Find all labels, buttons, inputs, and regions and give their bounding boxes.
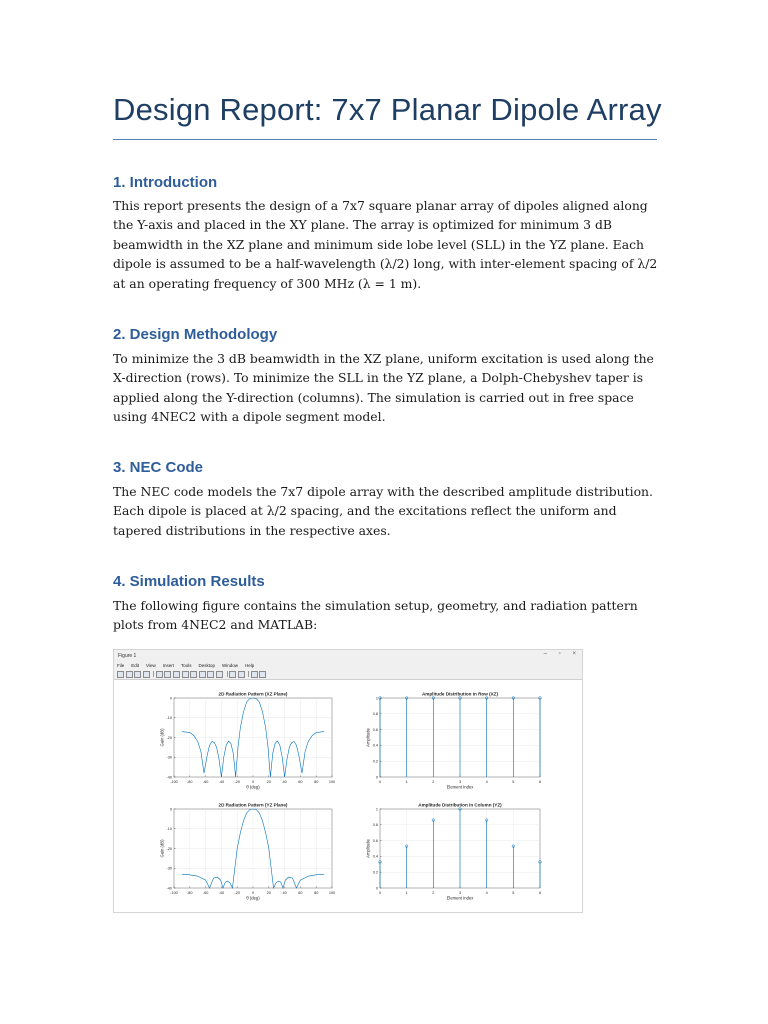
y-tick-label: 0.2 — [372, 759, 378, 764]
paragraph-simulation-results: The following figure contains the simulation setup, geometry, and radiation pattern plots from 4NEC2 and MATLAB: — [113, 598, 638, 633]
x-tick-label: 1 — [405, 891, 408, 895]
y-axis-label: Amplitude — [365, 728, 371, 747]
chart-4 — [366, 803, 542, 901]
figure-toolbar — [114, 669, 582, 680]
x-tick-label: 80 — [314, 891, 319, 895]
menu-window[interactable]: Window — [222, 662, 239, 668]
menu-help[interactable]: Help — [245, 662, 255, 668]
heading-introduction: 1. Introduction — [113, 174, 218, 191]
zoom-out-icon[interactable] — [173, 671, 180, 678]
menu-file[interactable]: File — [117, 662, 125, 668]
x-tick-label: 2 — [432, 891, 435, 895]
menu-desktop[interactable]: Desktop — [198, 662, 216, 668]
x-tick-label: 100 — [328, 780, 336, 784]
x-tick-label: -80 — [187, 891, 193, 895]
figure-menubar — [114, 661, 582, 669]
pointer-icon[interactable] — [156, 671, 163, 678]
matlab-figure-screenshot — [113, 649, 583, 913]
colorbar-icon[interactable] — [229, 671, 236, 678]
y-tick-label: 0 — [169, 696, 172, 701]
x-axis-label: θ (deg) — [246, 784, 260, 790]
title-underline — [113, 139, 657, 140]
x-tick-label: 0 — [251, 891, 255, 895]
x-tick-label: 5 — [512, 780, 515, 784]
y-tick-label: 1 — [375, 696, 378, 701]
y-tick-label: -30 — [166, 755, 172, 760]
x-tick-label: 80 — [314, 780, 319, 784]
x-tick-label: -60 — [202, 780, 209, 784]
y-tick-label: -40 — [166, 886, 172, 891]
chart-1 — [160, 692, 336, 790]
x-axis-label: Element Index — [446, 895, 474, 901]
x-tick-label: -40 — [218, 780, 225, 784]
toolbar-separator — [153, 671, 154, 677]
menu-insert[interactable]: Insert — [162, 662, 174, 668]
y-tick-label: 0.4 — [372, 854, 378, 859]
y-tick-label: -30 — [166, 866, 172, 871]
y-axis-label: Amplitude — [365, 839, 371, 858]
y-tick-label: -10 — [166, 716, 172, 721]
y-tick-label: -20 — [166, 846, 172, 851]
x-tick-label: 1 — [405, 780, 408, 784]
toolbar-separator — [248, 671, 249, 677]
y-tick-label: 0 — [375, 886, 378, 891]
menu-edit[interactable]: Edit — [131, 662, 140, 668]
plot-area — [114, 680, 582, 912]
chart-title: Amplitude Distribution in Column (YZ) — [418, 802, 502, 808]
chart-2 — [366, 692, 542, 790]
y-tick-label: 0 — [169, 807, 172, 812]
print-icon[interactable] — [143, 671, 150, 678]
chart-title: 2D Radiation Pattern (XZ Plane) — [218, 691, 288, 697]
x-tick-label: -100 — [170, 780, 178, 784]
x-tick-label: 4 — [485, 891, 488, 895]
y-tick-label: 0.8 — [372, 823, 378, 828]
minimize-icon[interactable]: – — [543, 651, 547, 657]
x-tick-label: -80 — [187, 780, 193, 784]
x-tick-label: 6 — [538, 780, 542, 784]
x-tick-label: 5 — [512, 891, 515, 895]
link-icon[interactable] — [216, 671, 223, 678]
x-tick-label: 20 — [266, 891, 271, 895]
new-figure-icon[interactable] — [117, 671, 124, 678]
data-cursor-icon[interactable] — [199, 671, 206, 678]
x-tick-label: 100 — [328, 891, 336, 895]
menu-tools[interactable]: Tools — [180, 662, 192, 668]
plots-canvas — [114, 680, 582, 912]
x-tick-label: 40 — [282, 780, 287, 784]
heading-nec-code: 3. NEC Code — [113, 459, 204, 476]
rotate-icon[interactable] — [190, 671, 197, 678]
x-tick-label: 6 — [538, 891, 542, 895]
chart-3 — [160, 803, 336, 901]
y-tick-label: 0 — [375, 775, 378, 780]
menu-view[interactable]: View — [146, 662, 156, 668]
y-tick-label: 0.6 — [372, 838, 378, 843]
x-tick-label: -60 — [202, 891, 209, 895]
y-tick-label: 0.8 — [372, 712, 378, 717]
close-icon[interactable]: × — [572, 651, 576, 657]
figure-window-title: Figure 1 — [118, 652, 137, 659]
report-title: Design Report: 7x7 Planar Dipole Array — [113, 92, 662, 127]
toolbar-separator — [227, 671, 228, 677]
x-axis-label: θ (deg) — [246, 895, 260, 901]
save-icon[interactable] — [134, 671, 141, 678]
y-tick-label: 0.4 — [372, 743, 378, 748]
show-plot-tools-icon[interactable] — [259, 671, 266, 678]
paragraph-design-methodology: To minimize the 3 dB beamwidth in the XZ plane, uniform excitation is used along the X-direction (rows). To minimize the SLL in the YZ plane, a Dolph-Chebyshev taper is applied along the Y-direction (columns). The simulation is carried out in free space using 4NEC2 with a dipole segment model. — [113, 351, 654, 425]
x-tick-label: 4 — [485, 780, 488, 784]
x-tick-label: 0 — [378, 891, 382, 895]
legend-icon[interactable] — [238, 671, 245, 678]
figure-titlebar — [114, 650, 582, 661]
x-tick-label: 2 — [432, 780, 435, 784]
x-tick-label: 40 — [282, 891, 287, 895]
x-tick-label: -20 — [234, 780, 240, 784]
y-axis-label: Gain (dB) — [159, 728, 165, 747]
hide-plot-tools-icon[interactable] — [251, 671, 258, 678]
x-tick-label: 60 — [298, 891, 303, 895]
x-tick-label: -40 — [218, 891, 225, 895]
x-axis-label: Element Index — [446, 784, 474, 790]
x-tick-label: 3 — [458, 891, 462, 895]
heading-simulation-results: 4. Simulation Results — [113, 573, 265, 590]
y-tick-label: -40 — [166, 775, 172, 780]
brush-icon[interactable] — [207, 671, 214, 678]
y-tick-label: 0.2 — [372, 870, 378, 875]
paragraph-introduction: This report presents the design of a 7x7 square planar array of dipoles aligned along the Y-axis and placed in the XY plane. The array is optimized for minimum 3 dB beamwidth in the XZ plane and minimum side lobe level (SLL) in the YZ plane. Each dipole is assumed to be a half-wavelength (λ/2) long, with inter-element spacing of λ/2 at an operating frequency of 300 MHz (λ = 1 m). — [113, 198, 658, 291]
y-tick-label: 0.6 — [372, 727, 378, 732]
y-tick-label: -20 — [166, 735, 172, 740]
x-tick-label: 0 — [378, 780, 382, 784]
window-controls — [534, 651, 576, 657]
paragraph-nec-code: The NEC code models the 7x7 dipole array with the described amplitude distribution. Each dipole is placed at λ/2 spacing, and the excitations reflect the uniform and tapered distributions in the respective axes. — [113, 484, 653, 538]
chart-title: 2D Radiation Pattern (YZ Plane) — [218, 802, 288, 808]
x-tick-label: -100 — [170, 891, 178, 895]
x-tick-label: 3 — [458, 780, 462, 784]
maximize-icon[interactable]: ▫ — [558, 651, 561, 657]
x-tick-label: 0 — [251, 780, 255, 784]
chart-title: Amplitude Distribution in Row (XZ) — [421, 691, 499, 697]
heading-design-methodology: 2. Design Methodology — [113, 326, 278, 343]
open-file-icon[interactable] — [126, 671, 133, 678]
x-tick-label: 20 — [266, 780, 271, 784]
y-axis-label: Gain (dB) — [159, 839, 165, 858]
y-tick-label: -10 — [166, 827, 172, 832]
x-tick-label: -20 — [234, 891, 240, 895]
y-tick-label: 1 — [375, 807, 378, 812]
pan-icon[interactable] — [182, 671, 189, 678]
zoom-in-icon[interactable] — [164, 671, 171, 678]
x-tick-label: 60 — [298, 780, 303, 784]
